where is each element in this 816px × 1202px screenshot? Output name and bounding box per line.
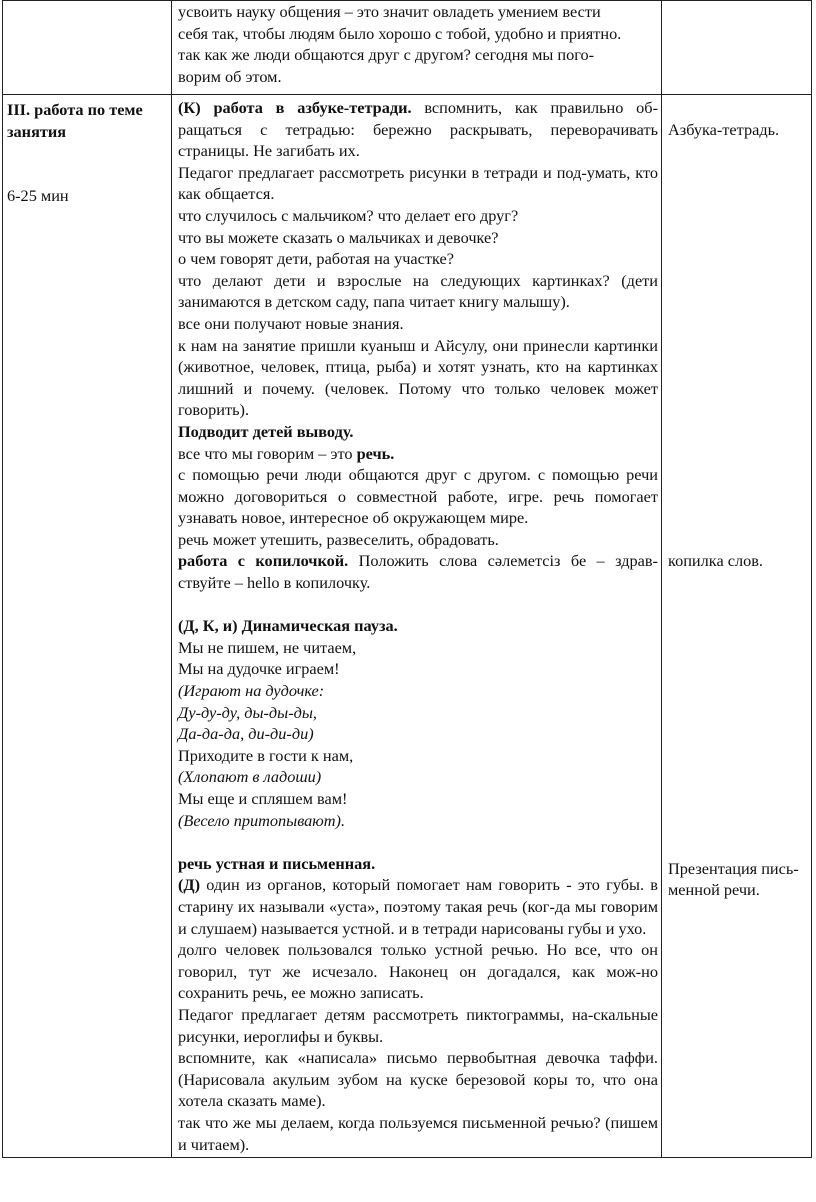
- content-cell: [172, 95, 662, 1158]
- paragraph: так что же мы делаем, когда пользуемся письменной речью? (пишем и читаем).: [178, 1112, 658, 1154]
- resources-cell: [662, 95, 812, 1158]
- paragraph: долго человек пользовался только устной речью. Но все, что он говорил, тут же исчезало. Наконец он догадался, как мож-но сохранить речь, ее можно записать.: [178, 940, 658, 1003]
- poem-line: (Хлопают в ладоши): [178, 767, 322, 787]
- paragraph: Педагог предлагает рассмотреть рисунки в тетради и под-умать, кто как общается.: [178, 162, 658, 204]
- oral-written-title: речь устная и письменная.: [178, 853, 376, 873]
- poem-line: (Весело притопывают).: [178, 810, 346, 830]
- content-cell: [172, 1, 662, 95]
- piggy-bank-task: работа с копилочкой. Положить слова сәлеметсіз бе – здрав-ствуйте – hello в копилочку.: [178, 551, 658, 593]
- table-row: [3, 1, 812, 95]
- paragraph: вспомните, как «написала» письмо первобытная девочка таффи. (Нарисовала акульим зубом на куске березовой коры то, что она хотела сказать маме).: [178, 1048, 658, 1111]
- poem-line: (Играют на дудочке:: [178, 681, 325, 701]
- conclusion-heading: Подводит детей выводу.: [178, 421, 354, 441]
- poem-line: Приходите в гости к нам,: [178, 745, 354, 765]
- notebook-intro: (К) работа в азбуке-тетради. вспомнить, как правильно об-ращаться с тетрадью: бережно раскрывать, переворачивать страницы. Не загибать их.: [178, 98, 658, 161]
- stage-title: III. работа по теме занятия: [7, 100, 143, 141]
- paragraph: к нам на занятие пришли куаныш и Айсулу, они принесли картинки (животное, человек, птица, рыба) и хотят узнать, кто на картинках лишний и почему. (человек. Потому что только человек может говорить).: [178, 335, 658, 420]
- poem-line: Мы еще и спляшем вам!: [178, 789, 348, 808]
- stage-cell: [3, 1, 172, 95]
- resources-cell: [662, 1, 812, 95]
- paragraph: все они получают новые знания.: [178, 313, 404, 333]
- speech-definition: все что мы говорим – это речь.: [178, 443, 395, 463]
- paragraph: что делают дети и взрослые на следующих картинках? (дети занимаются в детском саду, папа читает книгу малышу).: [178, 270, 658, 312]
- paragraph: усвоить науку общения – это значит овладеть умением вести: [178, 2, 601, 21]
- paragraph: что вы можете сказать о мальчиках и девочке?: [178, 227, 499, 247]
- paragraph: о чем говорят дети, работая на участке?: [178, 249, 454, 269]
- poem-line: Мы на дудочке играем!: [178, 659, 340, 679]
- lesson-plan-table: [2, 0, 812, 1158]
- poem-line: Мы не пишем, не читаем,: [178, 637, 357, 657]
- paragraph: с помощью речи люди общаются друг с другом. с помощью речи можно договориться о совместной работе, игре. речь помогает узнавать новое, интересное об окружающем мире.: [178, 465, 658, 528]
- resource-notebook: Азбука-тетрадь.: [668, 119, 780, 139]
- resource-presentation: Презентация пись-менной речи.: [668, 858, 799, 900]
- stage-cell: [3, 95, 172, 1158]
- paragraph: что случилось с мальчиком? что делает его друг?: [178, 205, 519, 225]
- paragraph: Педагог предлагает детям рассмотреть пиктограммы, на-скальные рисунки, иероглифы и буквы.: [178, 1004, 658, 1046]
- poem-line: Ду-ду-ду, ды-ды-ды,: [178, 702, 317, 722]
- resource-piggy-bank: копилка слов.: [668, 551, 763, 571]
- poem-line: Да-да-да, ди-ди-ди): [178, 724, 314, 744]
- paragraph: ворим об этом.: [178, 66, 282, 86]
- stage-time: 6-25 мин: [7, 186, 69, 206]
- pause-title: (Д, К, и) Динамическая пауза.: [178, 616, 398, 636]
- table-row: [3, 95, 812, 1158]
- paragraph: так как же люди общаются друг с другом? сегодня мы пого-: [178, 45, 595, 65]
- paragraph: речь может утешить, развеселить, обрадовать.: [178, 529, 499, 549]
- oral-speech-paragraph: (Д) один из органов, который помогает нам говорить - это губы. в старину их называли «уста», поэтому такая речь (ког-да мы говорим и слушаем) называется устной. и в тетради нарисованы губы и ухо.: [178, 875, 658, 938]
- paragraph: себя так, чтобы людям было хорошо с тобой, удобно и приятно.: [178, 23, 622, 43]
